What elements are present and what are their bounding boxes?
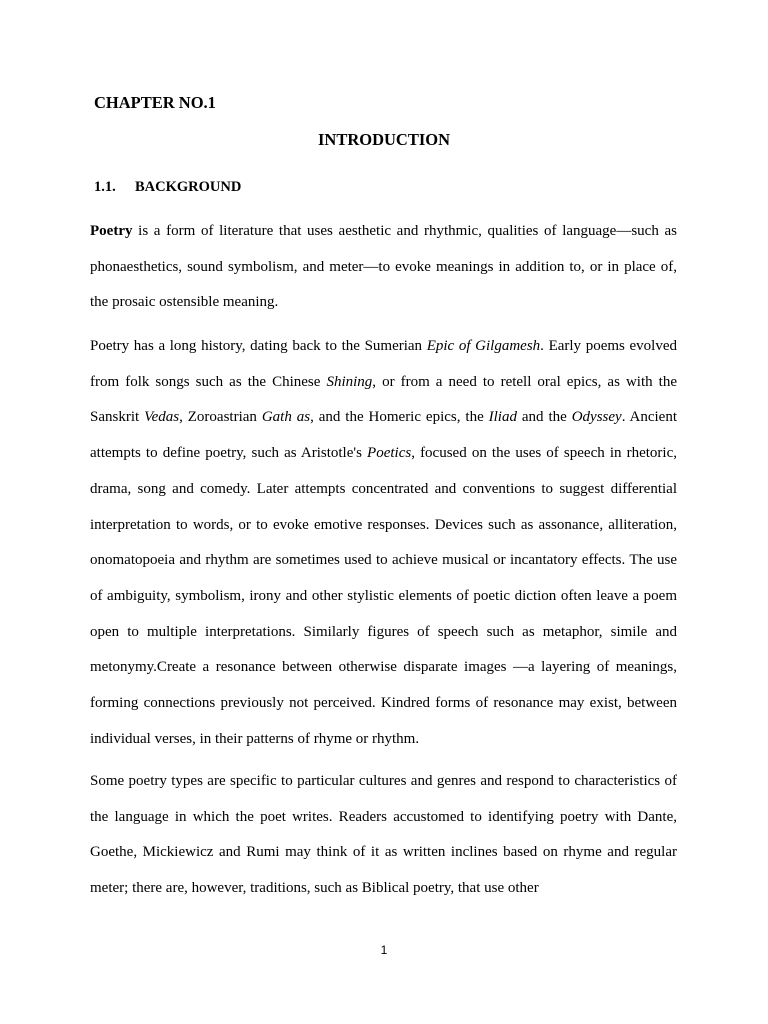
paragraph-poetry-cultures: Some poetry types are specific to particular cultures and genres and respond to characteristics of the language in which the poet writes. Readers accustomed to identifying poetry with Dante, Goethe, Mickiewicz and Rumi may think of it as written inclines based on rhyme and regular meter; there are, however, traditions, such as Biblical poetry, that use other xyxy=(90,773,677,897)
text-run: , or from a need to retell oral epics, as with the Sanskrit xyxy=(90,373,677,426)
text-run: , focused on the uses of speech in rhetoric, drama, song and comedy. Later attempts concentrated and conventions to suggest differential interpretation to words, or to evoke emotive responses. Devices such as assonance, alliteration, onomatopoeia and rhythm are sometimes used to achieve musical or incantatory effects. The use of ambiguity, symbolism, irony and other stylistic elements of poetic diction often leave a poem open to multiple interpretations. Similarly figures of speech such as metaphor, simile and metonymy.Create a resonance between otherwise disparate images —a layering of meanings, forming connections previously not perceived. Kindred forms of resonance may exist, between individual verses, in their patterns of rhyme or rhythm. xyxy=(90,445,678,747)
paragraph-poetry-definition xyxy=(90,214,677,321)
title-vedas: Vedas xyxy=(144,409,180,426)
title-iliad: Iliad xyxy=(488,409,517,426)
text-run: . Early poems evolved from folk songs such as the Chinese xyxy=(90,338,677,390)
title-shining: Shining xyxy=(326,373,373,390)
chapter-title: INTRODUCTION xyxy=(317,130,451,149)
text-run: and the xyxy=(516,409,572,426)
section-title: BACKGROUND xyxy=(135,179,242,195)
chapter-number: CHAPTER NO.1 xyxy=(94,93,216,112)
page-number: 1 xyxy=(380,943,388,957)
title-odyssey: Odyssey xyxy=(571,409,622,426)
title-epic-of-gilgamesh: Epic of Gilgamesh xyxy=(426,338,541,354)
text-run: . Ancient attempts to define poetry, such as Aristotle's xyxy=(90,409,678,462)
title-gathas: Gath as xyxy=(261,409,311,426)
paragraph-text: is a form of literature that uses aesthetic and rhythmic, qualities of language—such as phonaesthetics, sound symbolism, and meter—to evoke meanings in addition to, or in place of, the prosaic ostensible meaning. xyxy=(90,223,677,311)
section-number: 1.1. xyxy=(94,179,116,195)
text-run: Poetry has a long history, dating back to the Sumerian xyxy=(90,338,427,354)
term-poetry: Poetry xyxy=(90,223,133,239)
title-poetics: Poetics xyxy=(367,445,412,462)
paragraph-poetry-history xyxy=(90,329,677,757)
text-run: , and the Homeric epics, the xyxy=(310,409,489,426)
text-run: , Zoroastrian xyxy=(179,409,262,426)
section-heading xyxy=(94,179,241,196)
